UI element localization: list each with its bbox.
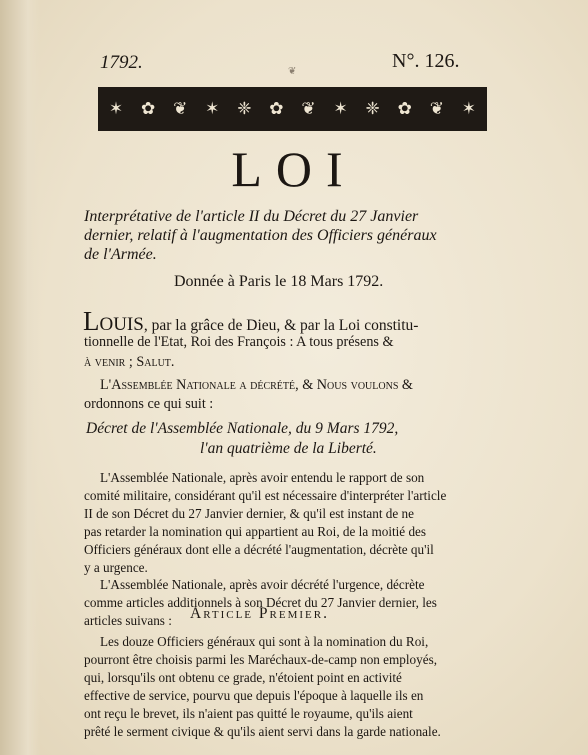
- article-line: ont reçu le brevet, ils n'aient pas quitté le royaume, qu'ils aient: [84, 706, 413, 721]
- subtitle-line: dernier, relatif à l'augmentation des Officiers généraux: [84, 227, 437, 244]
- article-heading: Article Premier.: [190, 605, 329, 622]
- body-line: comité militaire, considérant qu'il est nécessaire d'interpréter l'article: [84, 488, 447, 503]
- ornament-fleuron-icon: ❦: [301, 98, 316, 119]
- preamble-line-1: , par la grâce de Dieu, & par la Loi constitu-: [143, 317, 419, 334]
- ornament-flower-icon: ✿: [397, 98, 412, 119]
- page-fold-shadow: [0, 0, 40, 755]
- preamble-line-2: tionnelle de l'Etat, Roi des François : A tous présens &: [84, 334, 394, 350]
- body-line: L'Assemblée Nationale, après avoir décrété l'urgence, décrète: [100, 577, 425, 592]
- body-line: y a urgence.: [84, 560, 148, 575]
- decree-heading: Décret de l'Assemblée Nationale, du 9 Mars 1792,: [86, 420, 399, 437]
- article-line: pourront être choisis parmi les Maréchaux-de-camp non employés,: [84, 652, 438, 667]
- body-line: L'Assemblée Nationale, après avoir entendu le rapport de son: [100, 470, 425, 485]
- date-line: Donnée à Paris le 18 Mars 1792.: [174, 273, 384, 290]
- ornament-fleuron-icon: ❦: [429, 98, 444, 119]
- article-line: prêté le serment civique & qu'ils aient servi dans la garde nationale.: [84, 724, 441, 739]
- ornament-fleuron-icon: ❦: [173, 98, 188, 119]
- body-line: pas retarder la nomination qui appartient au Roi, de la moitié des: [84, 524, 427, 539]
- subtitle-line: de l'Armée.: [84, 246, 157, 263]
- decree-heading: l'an quatrième de la Liberté.: [200, 440, 377, 457]
- body-line: II de son Décret du 27 Janvier dernier, & qu'il est instant de ne: [84, 506, 414, 521]
- article-line: qui, lorsqu'ils ont obtenu ce grade, n'étoient point en activité: [84, 670, 402, 685]
- preamble-line-3: à venir ; Salut.: [84, 354, 175, 370]
- ornament-cross-icon: ❈: [365, 98, 380, 119]
- ornament-flower-icon: ✿: [140, 98, 156, 119]
- subtitle-line: Interprétative de l'article II du Décret du 27 Janvier: [84, 208, 419, 225]
- ornament-star-icon: ✶: [205, 98, 220, 119]
- year: 1792.: [100, 52, 143, 73]
- article-line: Les douze Officiers généraux qui sont à la nomination du Roi,: [100, 634, 429, 649]
- ink-mark: ❦: [288, 66, 297, 77]
- article-line: effective de service, pourvu que depuis l'époque à laquelle ils en: [84, 688, 424, 703]
- ornament-star-icon: ✶: [461, 98, 477, 119]
- king-name: Louis: [83, 306, 144, 336]
- ornament-star-icon: ✶: [333, 98, 348, 119]
- assembly-line: L'Assemblée Nationale a décrété, & Nous voulons &: [100, 377, 413, 393]
- assembly-line: ordonnons ce qui suit :: [84, 396, 214, 412]
- law-number: N°. 126.: [392, 50, 460, 72]
- ornament-flower-icon: ✿: [269, 98, 284, 119]
- ornamental-band: [98, 87, 487, 131]
- preamble-initial: [83, 306, 418, 337]
- body-line: Officiers généraux dont elle a décrété l'augmentation, décrète qu'il: [84, 542, 434, 557]
- ornament-cross-icon: ❈: [237, 98, 252, 119]
- body-line: comme articles additionnels à son Décret du 27 Janvier dernier, les: [84, 595, 437, 610]
- ornament-star-icon: ✶: [108, 98, 124, 119]
- law-title: LOI: [231, 141, 357, 197]
- body-line: articles suivans :: [84, 613, 172, 628]
